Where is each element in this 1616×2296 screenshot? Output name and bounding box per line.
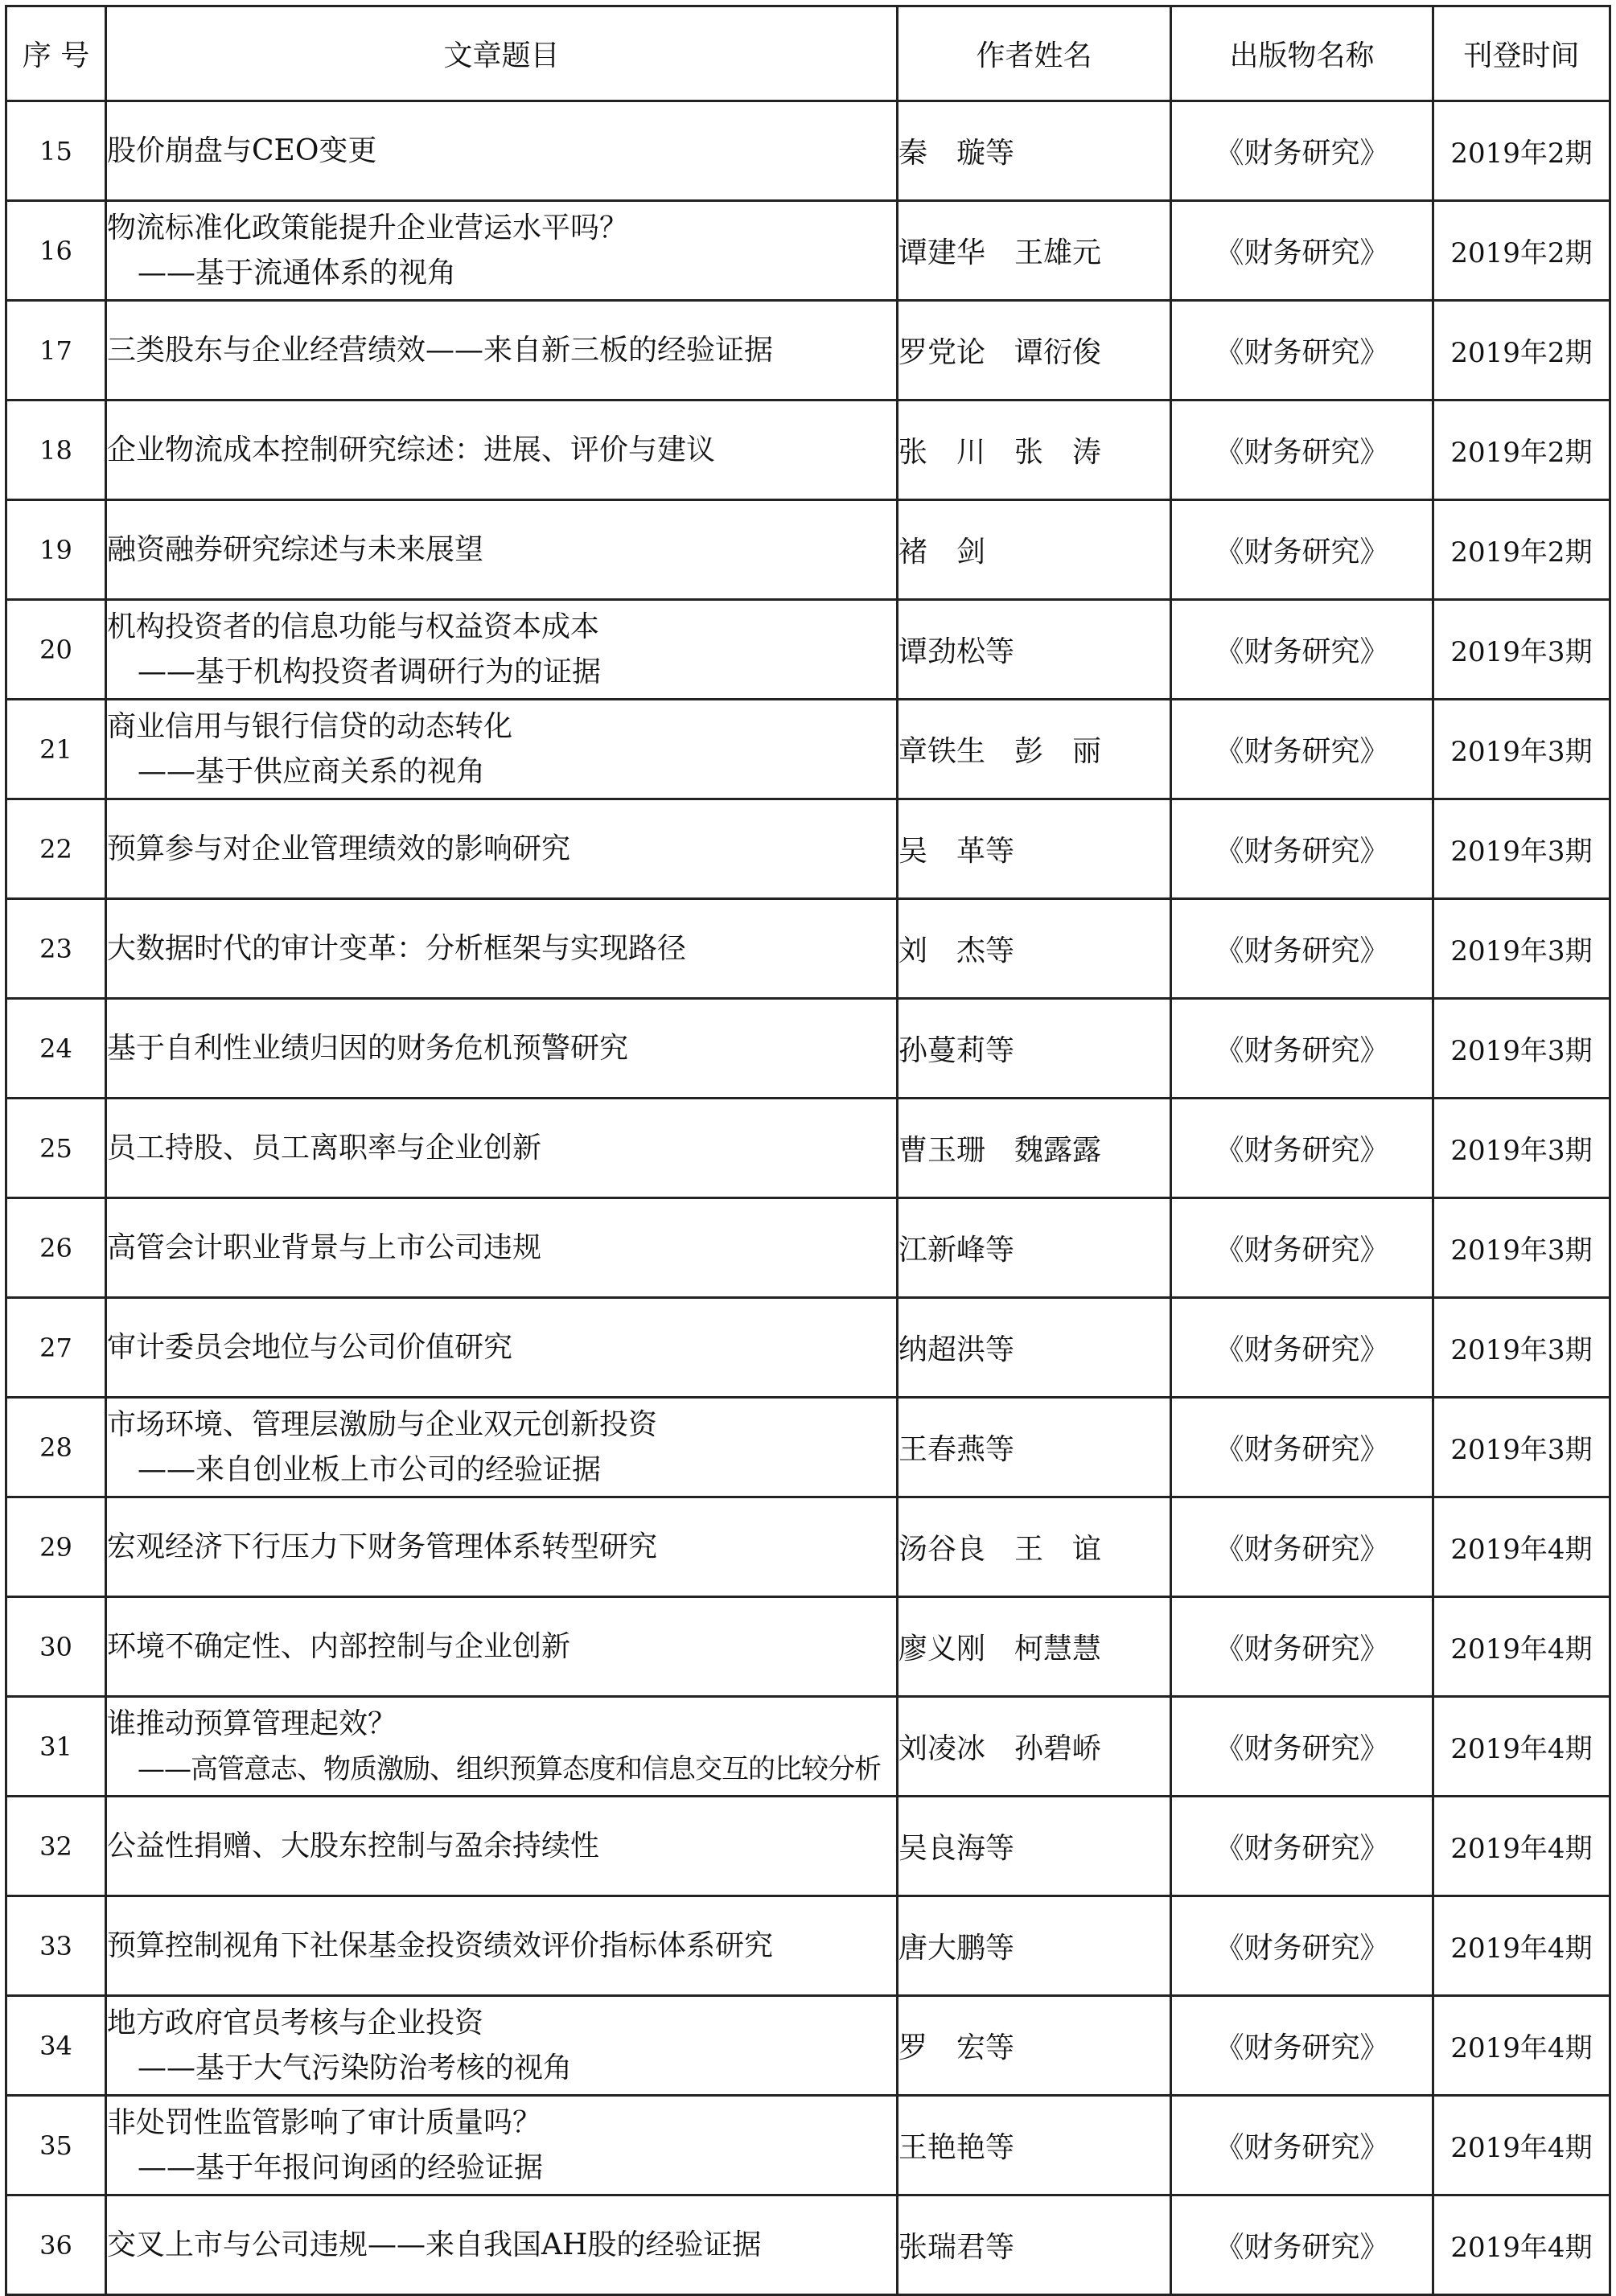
article-title-cell [106, 400, 898, 500]
article-title: 高管会计职业背景与上市公司违规 [107, 1230, 542, 1264]
article-title: 谁推动预算管理起效？ [107, 1707, 397, 1740]
author-cell [898, 201, 1171, 301]
row-number: 15 [6, 101, 106, 201]
author-cell [898, 2096, 1171, 2195]
article-title: 物流标准化政策能提升企业营运水平吗？ [107, 211, 629, 244]
publication-name: 《财务研究》 [1171, 2096, 1433, 2195]
article-title: 三类股东与企业经营绩效——来自新三板的经验证据 [107, 333, 774, 367]
publication-name: 《财务研究》 [1171, 500, 1433, 600]
author-cell [898, 1398, 1171, 1497]
publication-name: 《财务研究》 [1171, 301, 1433, 400]
table-row [6, 1697, 1610, 1797]
row-number: 23 [6, 899, 106, 999]
publish-date: 2019年3期 [1433, 999, 1610, 1099]
publication-name: 《财务研究》 [1171, 1298, 1433, 1398]
article-title-cell [106, 1298, 898, 1398]
article-title-cell [106, 500, 898, 600]
table-row [6, 1198, 1610, 1298]
article-subtitle: ——基于机构投资者调研行为的证据 [138, 655, 602, 688]
table-row [6, 2096, 1610, 2195]
author-name: 褚 剑 [898, 536, 986, 569]
author-cell [898, 1896, 1171, 1996]
row-number: 35 [6, 2096, 106, 2195]
article-title: 大数据时代的审计变革：分析框架与实现路径 [107, 931, 687, 965]
row-number: 22 [6, 799, 106, 899]
article-title-cell [106, 301, 898, 400]
article-title-cell [106, 1896, 898, 1996]
author-name: 张瑞君等 [898, 2231, 1015, 2264]
author-name: 吴良海等 [898, 1832, 1015, 1865]
article-title-cell [106, 1198, 898, 1298]
article-title: 地方政府官员考核与企业投资 [107, 2006, 484, 2039]
publish-date: 2019年3期 [1433, 1398, 1610, 1497]
article-title-cell [106, 899, 898, 999]
publish-date: 2019年2期 [1433, 201, 1610, 301]
row-number: 27 [6, 1298, 106, 1398]
author-name: 罗党论 谭衍俊 [898, 336, 1102, 369]
article-title-cell [106, 1697, 898, 1797]
publish-date: 2019年3期 [1433, 700, 1610, 799]
table-row [6, 1597, 1610, 1697]
row-number: 24 [6, 999, 106, 1099]
publication-name: 《财务研究》 [1171, 1996, 1433, 2096]
author-name: 王春燕等 [898, 1433, 1015, 1466]
author-name: 王艳艳等 [898, 2131, 1015, 2164]
publication-name: 《财务研究》 [1171, 899, 1433, 999]
publish-date: 2019年4期 [1433, 1896, 1610, 1996]
article-subtitle: ——来自创业板上市公司的经验证据 [138, 1452, 602, 1486]
author-cell [898, 1298, 1171, 1398]
author-name: 刘 杰等 [898, 934, 1015, 967]
table-row [6, 999, 1610, 1099]
row-number: 25 [6, 1099, 106, 1198]
author-name: 江新峰等 [898, 1234, 1015, 1267]
article-title-cell [106, 1497, 898, 1597]
author-cell [898, 600, 1171, 700]
article-title-cell [106, 2096, 898, 2195]
article-title-cell [106, 1797, 898, 1896]
table-row [6, 400, 1610, 500]
author-cell [898, 1198, 1171, 1298]
publication-name: 《财务研究》 [1171, 700, 1433, 799]
article-title: 股价崩盘与CEO变更 [107, 133, 377, 167]
article-title-cell [106, 700, 898, 799]
row-number: 18 [6, 400, 106, 500]
author-name: 谭劲松等 [898, 635, 1015, 668]
row-number: 21 [6, 700, 106, 799]
article-title: 交叉上市与公司违规——来自我国AH股的经验证据 [107, 2228, 762, 2261]
publish-date: 2019年3期 [1433, 1298, 1610, 1398]
publish-date: 2019年2期 [1433, 101, 1610, 201]
publish-date: 2019年4期 [1433, 1697, 1610, 1797]
author-name: 张 川 张 涛 [898, 436, 1102, 469]
publication-name: 《财务研究》 [1171, 2195, 1433, 2295]
publish-date: 2019年2期 [1433, 301, 1610, 400]
publish-date: 2019年4期 [1433, 2096, 1610, 2195]
table-row [6, 301, 1610, 400]
publish-date: 2019年4期 [1433, 1497, 1610, 1597]
publication-name: 《财务研究》 [1171, 1497, 1433, 1597]
article-title-cell [106, 2195, 898, 2295]
article-title: 宏观经济下行压力下财务管理体系转型研究 [107, 1530, 658, 1563]
row-number: 36 [6, 2195, 106, 2295]
publication-name: 《财务研究》 [1171, 799, 1433, 899]
article-title-cell [106, 600, 898, 700]
publication-name: 《财务研究》 [1171, 1797, 1433, 1896]
author-name: 汤谷良 王 谊 [898, 1533, 1102, 1566]
header-title: 文章题目 [106, 6, 898, 101]
row-number: 16 [6, 201, 106, 301]
article-subtitle: ——基于供应商关系的视角 [138, 754, 486, 788]
article-title: 商业信用与银行信贷的动态转化 [107, 709, 513, 743]
article-subtitle: ——高管意志、物质激励、组织预算态度和信息交互的比较分析 [138, 1752, 881, 1785]
publish-date: 2019年4期 [1433, 2195, 1610, 2295]
publish-date: 2019年3期 [1433, 1099, 1610, 1198]
author-cell [898, 301, 1171, 400]
article-table [5, 5, 1611, 2296]
header-publication: 出版物名称 [1171, 6, 1433, 101]
publish-date: 2019年3期 [1433, 899, 1610, 999]
publication-name: 《财务研究》 [1171, 1896, 1433, 1996]
author-cell [898, 1996, 1171, 2096]
table-row [6, 1996, 1610, 2096]
table-row [6, 1099, 1610, 1198]
article-title: 企业物流成本控制研究综述：进展、评价与建议 [107, 433, 716, 466]
publish-date: 2019年4期 [1433, 1996, 1610, 2096]
header-row [6, 6, 1610, 101]
article-title: 公益性捐赠、大股东控制与盈余持续性 [107, 1829, 600, 1863]
header-date: 刊登时间 [1433, 6, 1610, 101]
article-title: 审计委员会地位与公司价值研究 [107, 1330, 513, 1364]
article-title: 市场环境、管理层激励与企业双元创新投资 [107, 1407, 658, 1441]
row-number: 20 [6, 600, 106, 700]
article-title: 员工持股、员工离职率与企业创新 [107, 1131, 542, 1164]
publication-name: 《财务研究》 [1171, 101, 1433, 201]
row-number: 34 [6, 1996, 106, 2096]
author-name: 谭建华 王雄元 [898, 236, 1102, 269]
author-cell [898, 700, 1171, 799]
publication-name: 《财务研究》 [1171, 400, 1433, 500]
author-name: 吴 革等 [898, 835, 1015, 868]
table-row [6, 1398, 1610, 1497]
publication-name: 《财务研究》 [1171, 1099, 1433, 1198]
header-num: 序 号 [6, 6, 106, 101]
author-name: 孙蔓莉等 [898, 1034, 1015, 1067]
author-name: 罗 宏等 [898, 2031, 1015, 2064]
author-name: 曹玉珊 魏露露 [898, 1134, 1102, 1167]
author-cell [898, 1597, 1171, 1697]
article-title-cell [106, 1099, 898, 1198]
article-subtitle: ——基于大气污染防治考核的视角 [138, 2051, 573, 2084]
header-author: 作者姓名 [898, 6, 1171, 101]
article-subtitle: ——基于年报问询函的经验证据 [138, 2150, 544, 2184]
article-title-cell [106, 799, 898, 899]
article-title-cell [106, 1996, 898, 2096]
table-row [6, 201, 1610, 301]
row-number: 28 [6, 1398, 106, 1497]
article-title: 预算控制视角下社保基金投资绩效评价指标体系研究 [107, 1928, 774, 1962]
publish-date: 2019年3期 [1433, 1198, 1610, 1298]
row-number: 19 [6, 500, 106, 600]
article-title-cell [106, 1597, 898, 1697]
author-cell [898, 799, 1171, 899]
article-title-cell [106, 1398, 898, 1497]
table-row [6, 899, 1610, 999]
row-number: 30 [6, 1597, 106, 1697]
publish-date: 2019年4期 [1433, 1797, 1610, 1896]
publication-name: 《财务研究》 [1171, 1597, 1433, 1697]
row-number: 33 [6, 1896, 106, 1996]
author-cell [898, 500, 1171, 600]
table-row [6, 799, 1610, 899]
article-title-cell [106, 201, 898, 301]
author-name: 廖义刚 柯慧慧 [898, 1633, 1102, 1666]
article-subtitle: ——基于流通体系的视角 [138, 256, 457, 290]
publish-date: 2019年3期 [1433, 600, 1610, 700]
article-title: 环境不确定性、内部控制与企业创新 [107, 1629, 571, 1663]
row-number: 32 [6, 1797, 106, 1896]
article-title: 非处罚性监管影响了审计质量吗？ [107, 2105, 542, 2139]
publication-name: 《财务研究》 [1171, 600, 1433, 700]
publication-name: 《财务研究》 [1171, 201, 1433, 301]
author-name: 刘凌冰 孙碧峤 [898, 1732, 1102, 1765]
article-title: 融资融券研究综述与未来展望 [107, 532, 484, 566]
author-name: 章铁生 彭 丽 [898, 735, 1102, 768]
publish-date: 2019年4期 [1433, 1597, 1610, 1697]
author-cell [898, 1697, 1171, 1797]
table-row [6, 500, 1610, 600]
author-cell [898, 999, 1171, 1099]
table-row [6, 1797, 1610, 1896]
publish-date: 2019年3期 [1433, 799, 1610, 899]
article-title-cell [106, 999, 898, 1099]
table-row [6, 2195, 1610, 2295]
publish-date: 2019年2期 [1433, 500, 1610, 600]
publication-name: 《财务研究》 [1171, 1398, 1433, 1497]
table-row [6, 1497, 1610, 1597]
author-name: 秦 璇等 [898, 137, 1015, 170]
table-row [6, 600, 1610, 700]
row-number: 17 [6, 301, 106, 400]
article-title: 预算参与对企业管理绩效的影响研究 [107, 832, 571, 865]
author-name: 纳超洪等 [898, 1333, 1015, 1366]
article-title: 基于自利性业绩归因的财务危机预警研究 [107, 1031, 629, 1065]
publication-name: 《财务研究》 [1171, 999, 1433, 1099]
row-number: 29 [6, 1497, 106, 1597]
article-title-cell [106, 101, 898, 201]
publish-date: 2019年2期 [1433, 400, 1610, 500]
author-cell [898, 1099, 1171, 1198]
author-cell [898, 2195, 1171, 2295]
author-cell [898, 899, 1171, 999]
table-body [6, 101, 1610, 2295]
table-row [6, 101, 1610, 201]
table-row [6, 700, 1610, 799]
author-name: 唐大鹏等 [898, 1932, 1015, 1965]
author-cell [898, 1497, 1171, 1597]
article-title: 机构投资者的信息功能与权益资本成本 [107, 610, 600, 643]
author-cell [898, 1797, 1171, 1896]
publication-name: 《财务研究》 [1171, 1697, 1433, 1797]
row-number: 26 [6, 1198, 106, 1298]
row-number: 31 [6, 1697, 106, 1797]
publication-name: 《财务研究》 [1171, 1198, 1433, 1298]
author-cell [898, 400, 1171, 500]
author-cell [898, 101, 1171, 201]
table-row [6, 1298, 1610, 1398]
table-row [6, 1896, 1610, 1996]
